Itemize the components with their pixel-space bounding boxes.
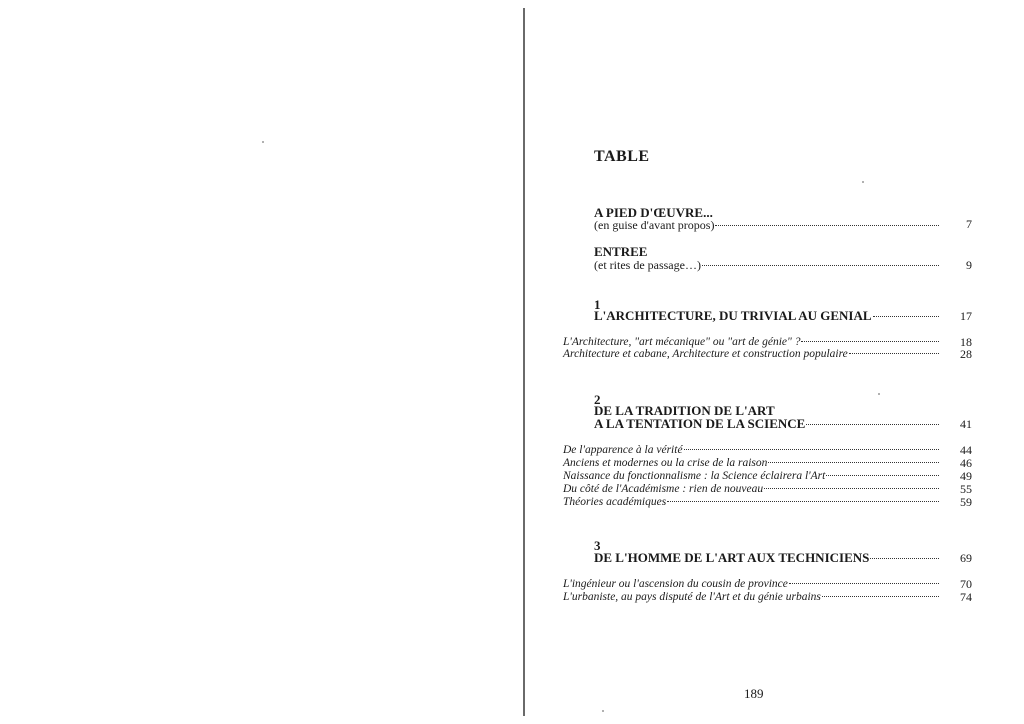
leader-dots bbox=[715, 225, 939, 226]
front-sub-row-1[interactable] bbox=[594, 219, 940, 231]
section-row[interactable] bbox=[563, 470, 940, 482]
section-row[interactable] bbox=[563, 591, 940, 603]
section-label: L'Architecture, "art mécanique" ou "art de génie" ? bbox=[563, 336, 801, 348]
leader-dots bbox=[849, 353, 939, 354]
section-label: L'urbaniste, au pays disputé de l'Art et du génie urbains bbox=[563, 591, 821, 603]
section-label: Théories académiques bbox=[563, 496, 667, 508]
chapter-number-2: 2 bbox=[594, 392, 601, 407]
right-page bbox=[526, 0, 1024, 724]
section-row[interactable] bbox=[563, 496, 940, 508]
paper-speck bbox=[878, 393, 880, 395]
chapter-title-2-line-2: A LA TENTATION DE LA SCIENCE bbox=[594, 416, 806, 431]
section-label: Naissance du fonctionnalisme : la Science éclairera l'Art bbox=[563, 470, 826, 482]
section-label: Anciens et modernes ou la crise de la raison bbox=[563, 457, 768, 469]
chapter-number-3: 3 bbox=[594, 538, 601, 553]
page-number: 17 bbox=[960, 309, 972, 323]
section-label: De l'apparence à la vérité bbox=[563, 444, 683, 456]
leader-dots bbox=[870, 558, 939, 559]
page-number: 18 bbox=[960, 335, 972, 349]
chapter-title-1: L'ARCHITECTURE, DU TRIVIAL AU GENIAL bbox=[594, 308, 872, 323]
front-heading-2: ENTREE bbox=[594, 244, 648, 259]
section-row[interactable] bbox=[563, 578, 940, 590]
chapter-number-1: 1 bbox=[594, 297, 601, 312]
leader-dots bbox=[768, 462, 939, 463]
chapter-title-row-3[interactable] bbox=[594, 551, 940, 564]
chapter-title-row-1[interactable] bbox=[594, 309, 940, 322]
section-label: Du côté de l'Académisme : rien de nouveau bbox=[563, 483, 764, 495]
section-row[interactable] bbox=[563, 444, 940, 456]
paper-speck bbox=[262, 141, 264, 143]
leader-dots bbox=[826, 475, 939, 476]
section-label: Architecture et cabane, Architecture et construction populaire bbox=[563, 348, 848, 360]
leader-dots bbox=[702, 265, 939, 266]
leader-dots bbox=[873, 316, 939, 317]
leader-dots bbox=[822, 596, 939, 597]
page-number: 46 bbox=[960, 456, 972, 470]
page-number: 7 bbox=[966, 217, 972, 231]
page-number: 69 bbox=[960, 551, 972, 565]
leader-dots bbox=[667, 501, 939, 502]
page-folio: 189 bbox=[744, 686, 764, 701]
leader-dots bbox=[789, 583, 939, 584]
chapter-title-3: DE L'HOMME DE L'ART AUX TECHNICIENS bbox=[594, 550, 870, 565]
paper-speck bbox=[602, 710, 604, 712]
leader-dots bbox=[764, 488, 939, 489]
leader-dots bbox=[801, 341, 939, 342]
front-sub-1: (en guise d'avant propos) bbox=[594, 218, 715, 232]
front-heading-1: A PIED D'ŒUVRE... bbox=[594, 205, 713, 220]
page-number: 41 bbox=[960, 417, 972, 431]
leader-dots bbox=[806, 424, 939, 425]
page-number: 55 bbox=[960, 482, 972, 496]
page-number: 49 bbox=[960, 469, 972, 483]
section-row[interactable] bbox=[563, 457, 940, 469]
front-sub-row-2[interactable] bbox=[594, 259, 940, 271]
page-number: 9 bbox=[966, 258, 972, 272]
chapter-title-2-line-1: DE LA TRADITION DE L'ART bbox=[594, 403, 775, 418]
section-row[interactable] bbox=[563, 336, 940, 348]
leader-dots bbox=[684, 449, 939, 450]
page-number: 74 bbox=[960, 590, 972, 604]
page-number: 28 bbox=[960, 347, 972, 361]
chapter-title-row-2[interactable] bbox=[594, 417, 940, 430]
front-sub-2: (et rites de passage…) bbox=[594, 258, 701, 272]
page-number: 44 bbox=[960, 443, 972, 457]
section-row[interactable] bbox=[563, 348, 940, 360]
toc-title: TABLE bbox=[594, 148, 650, 165]
book-gutter bbox=[523, 8, 525, 716]
page-number: 70 bbox=[960, 577, 972, 591]
page-number: 59 bbox=[960, 495, 972, 509]
section-row[interactable] bbox=[563, 483, 940, 495]
section-label: L'ingénieur ou l'ascension du cousin de province bbox=[563, 578, 788, 590]
paper-speck bbox=[862, 181, 864, 183]
